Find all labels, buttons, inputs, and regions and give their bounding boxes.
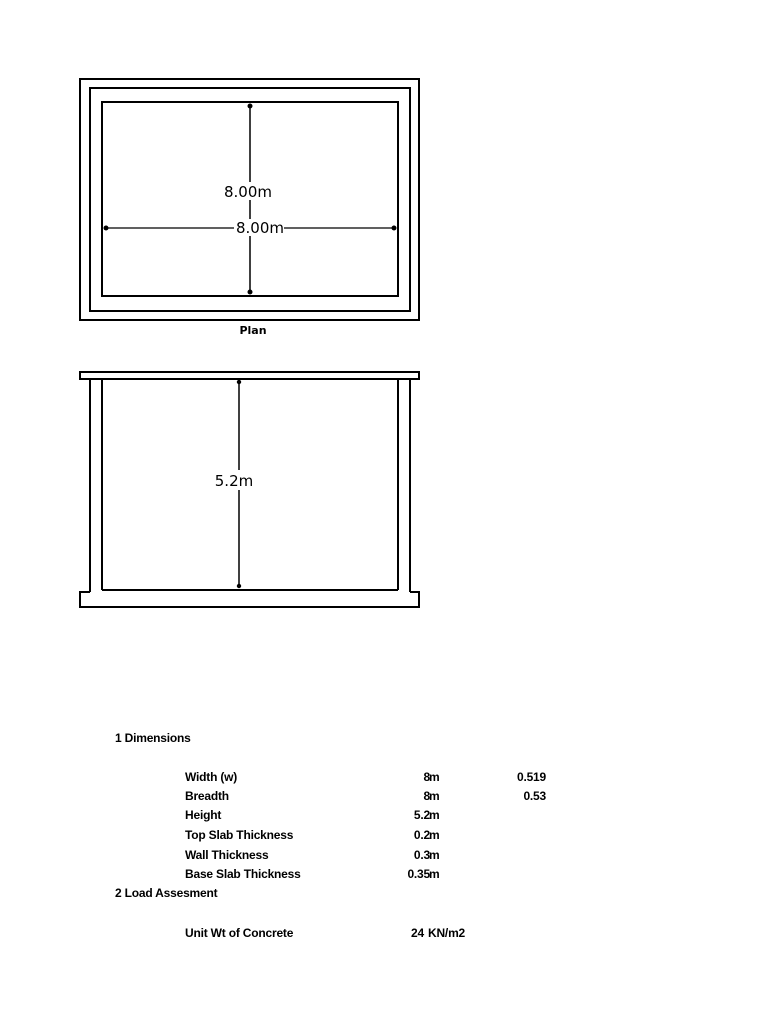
row-label-unit-wt: Unit Wt of Concrete [185, 926, 294, 940]
plan-width-dim-end-left [104, 226, 109, 231]
section-height-label: 5.2m [214, 472, 254, 490]
row-unit-unit-wt: KN/m2 [428, 926, 466, 940]
row-value-breadth: 8 [423, 789, 430, 803]
row-label-height: Height [185, 808, 222, 822]
section-number: 2 [115, 886, 122, 900]
section-top-slab [80, 372, 419, 379]
row-extra-breadth: 0.53 [523, 789, 546, 803]
row-label-top-slab: Top Slab Thickness [185, 828, 294, 842]
row-unit-base-slab: m [429, 867, 440, 881]
plan-breadth-label: 8.00m [223, 183, 273, 201]
section-base-slab [80, 592, 419, 607]
plan-caption: Plan [239, 324, 267, 337]
row-value-height: 5.2 [413, 808, 430, 822]
row-label-breadth: Breadth [185, 789, 229, 803]
row-label-wall: Wall Thickness [185, 848, 269, 862]
section-number: 1 [115, 731, 122, 745]
row-value-width: 8 [423, 770, 430, 784]
row-extra-width: 0.519 [516, 770, 546, 784]
row-value-unit-wt: 24 [411, 926, 424, 940]
plan-breadth-dim-end-bottom [248, 290, 253, 295]
row-value-base-slab: 0.35 [407, 867, 430, 881]
section-view [80, 372, 419, 607]
section-heading-dimensions [115, 731, 191, 745]
plan-width-dim-end-right [392, 226, 397, 231]
row-unit-height: m [429, 808, 440, 822]
row-label-base-slab: Base Slab Thickness [185, 867, 301, 881]
section-title: Load Assesment [124, 886, 218, 900]
section-heading-load [115, 886, 217, 900]
row-label-width: Width (w) [185, 770, 238, 784]
row-unit-width: m [429, 770, 440, 784]
row-unit-breadth: m [429, 789, 440, 803]
row-value-wall: 0.3 [413, 848, 430, 862]
section-title: Dimensions [124, 731, 191, 745]
row-unit-wall: m [429, 848, 440, 862]
plan-breadth-dim-end-top [248, 104, 253, 109]
row-unit-top-slab: m [429, 828, 440, 842]
plan-view [80, 79, 419, 337]
plan-width-label: 8.00m [235, 219, 285, 237]
row-value-top-slab: 0.2 [413, 828, 430, 842]
